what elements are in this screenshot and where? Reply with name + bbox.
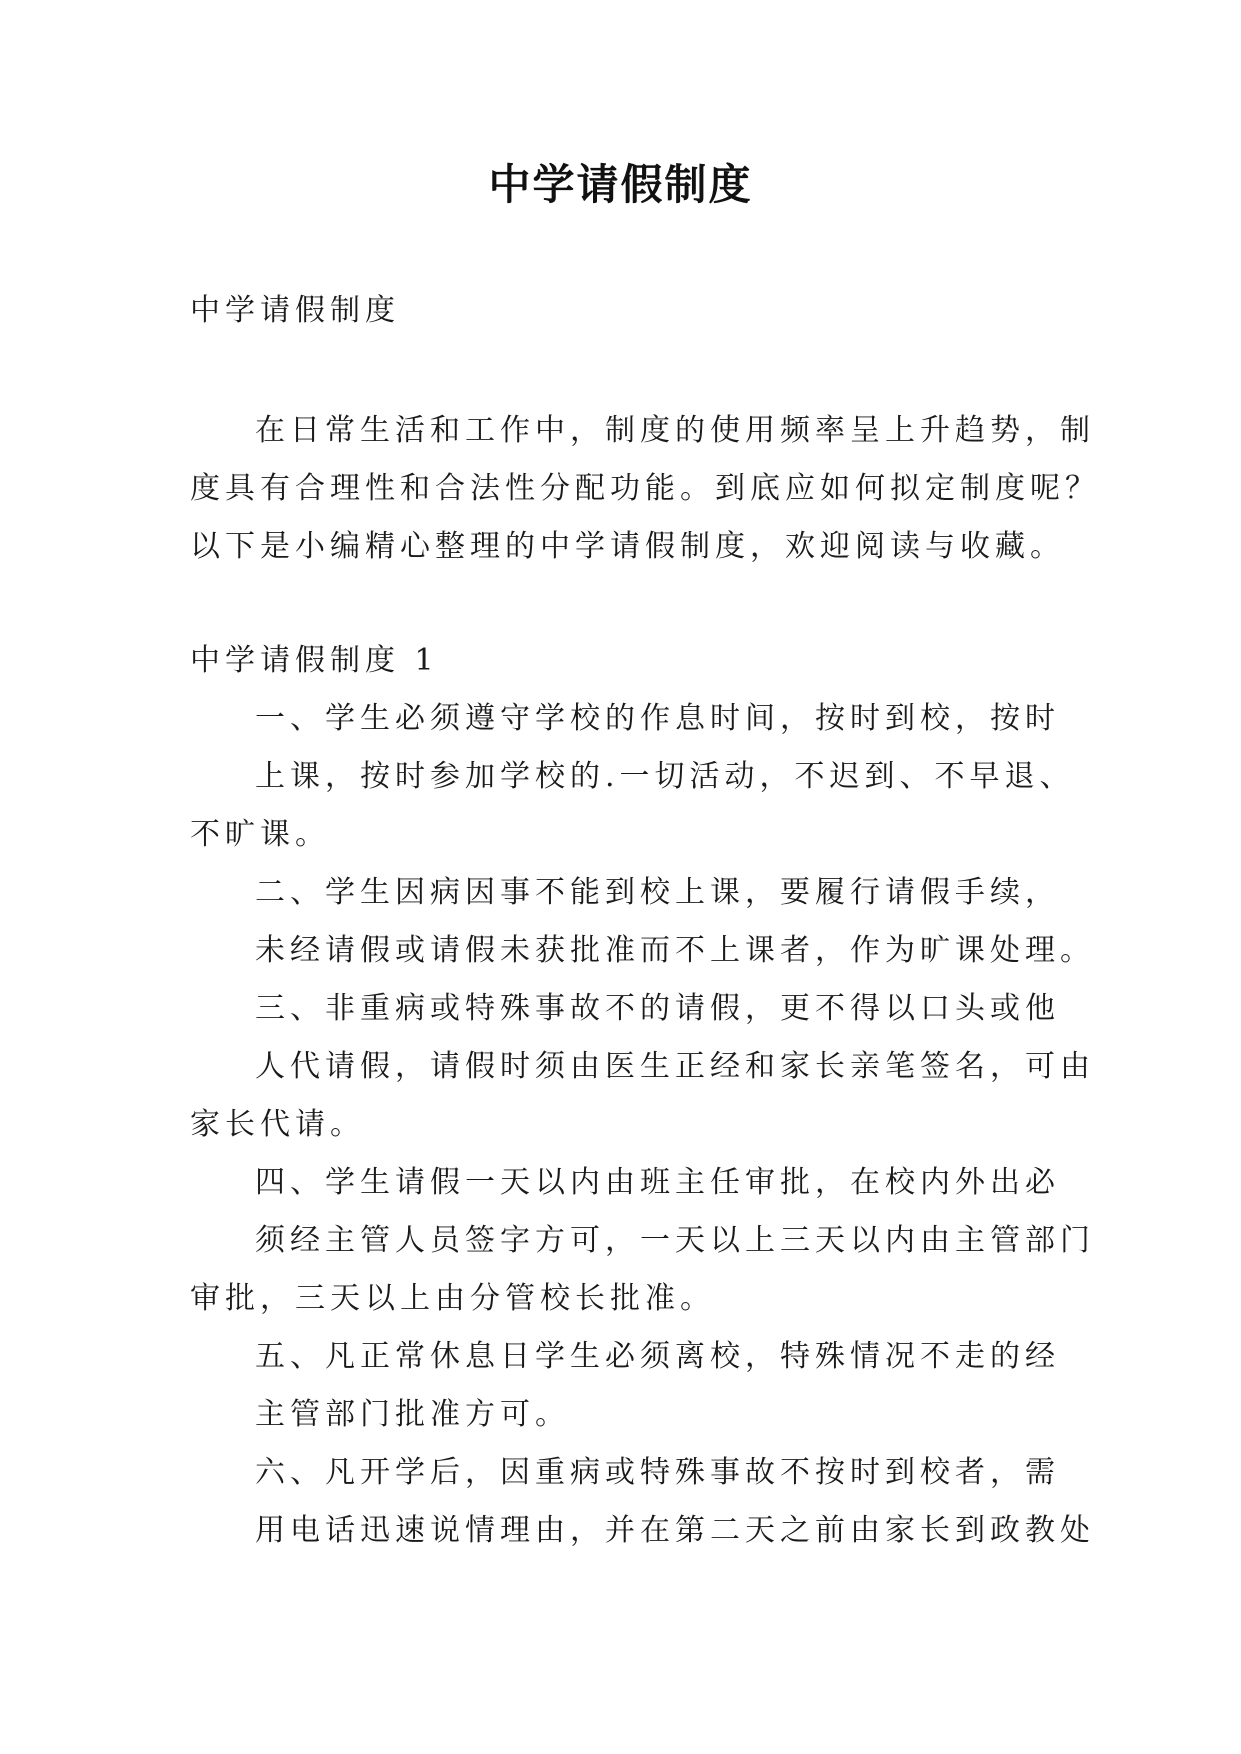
intro-line-3: 以下是小编精心整理的中学请假制度，欢迎阅读与收藏。 [190, 529, 1065, 564]
document-heading: 中学请假制度 [190, 293, 400, 328]
rule-line-7: 人代请假，请假时须由医生正经和家长亲笔签名，可由 [255, 1049, 1095, 1084]
rule-line-10: 须经主管人员签字方可，一天以上三天以内由主管部门 [255, 1223, 1095, 1258]
rule-line-12: 五、凡正常休息日学生必须离校，特殊情况不走的经 [255, 1339, 1060, 1374]
rule-line-14: 六、凡开学后，因重病或特殊事故不按时到校者，需 [255, 1455, 1060, 1490]
rule-line-5: 未经请假或请假未获批准而不上课者，作为旷课处理。 [255, 933, 1095, 968]
section-title: 中学请假制度 1 [190, 643, 439, 678]
rule-line-1: 一、学生必须遵守学校的作息时间，按时到校，按时 [255, 701, 1060, 736]
rule-line-15: 用电话迅速说情理由，并在第二天之前由家长到政教处 [255, 1513, 1095, 1548]
rule-line-13: 主管部门批准方可。 [255, 1397, 570, 1432]
document-title: 中学请假制度 [488, 160, 753, 209]
rule-line-3: 不旷课。 [190, 817, 330, 852]
intro-line-1: 在日常生活和工作中，制度的使用频率呈上升趋势，制 [255, 413, 1095, 448]
rule-line-8: 家长代请。 [190, 1107, 365, 1142]
rule-line-11: 审批，三天以上由分管校长批准。 [190, 1281, 715, 1316]
rule-line-2: 上课，按时参加学校的.一切活动，不迟到、不早退、 [255, 759, 1075, 794]
intro-line-2: 度具有合理性和合法性分配功能。到底应如何拟定制度呢？ [190, 471, 1100, 506]
rule-line-4: 二、学生因病因事不能到校上课，要履行请假手续， [255, 875, 1060, 910]
rule-line-9: 四、学生请假一天以内由班主任审批，在校内外出必 [255, 1165, 1060, 1200]
rule-line-6: 三、非重病或特殊事故不的请假，更不得以口头或他 [255, 991, 1060, 1026]
